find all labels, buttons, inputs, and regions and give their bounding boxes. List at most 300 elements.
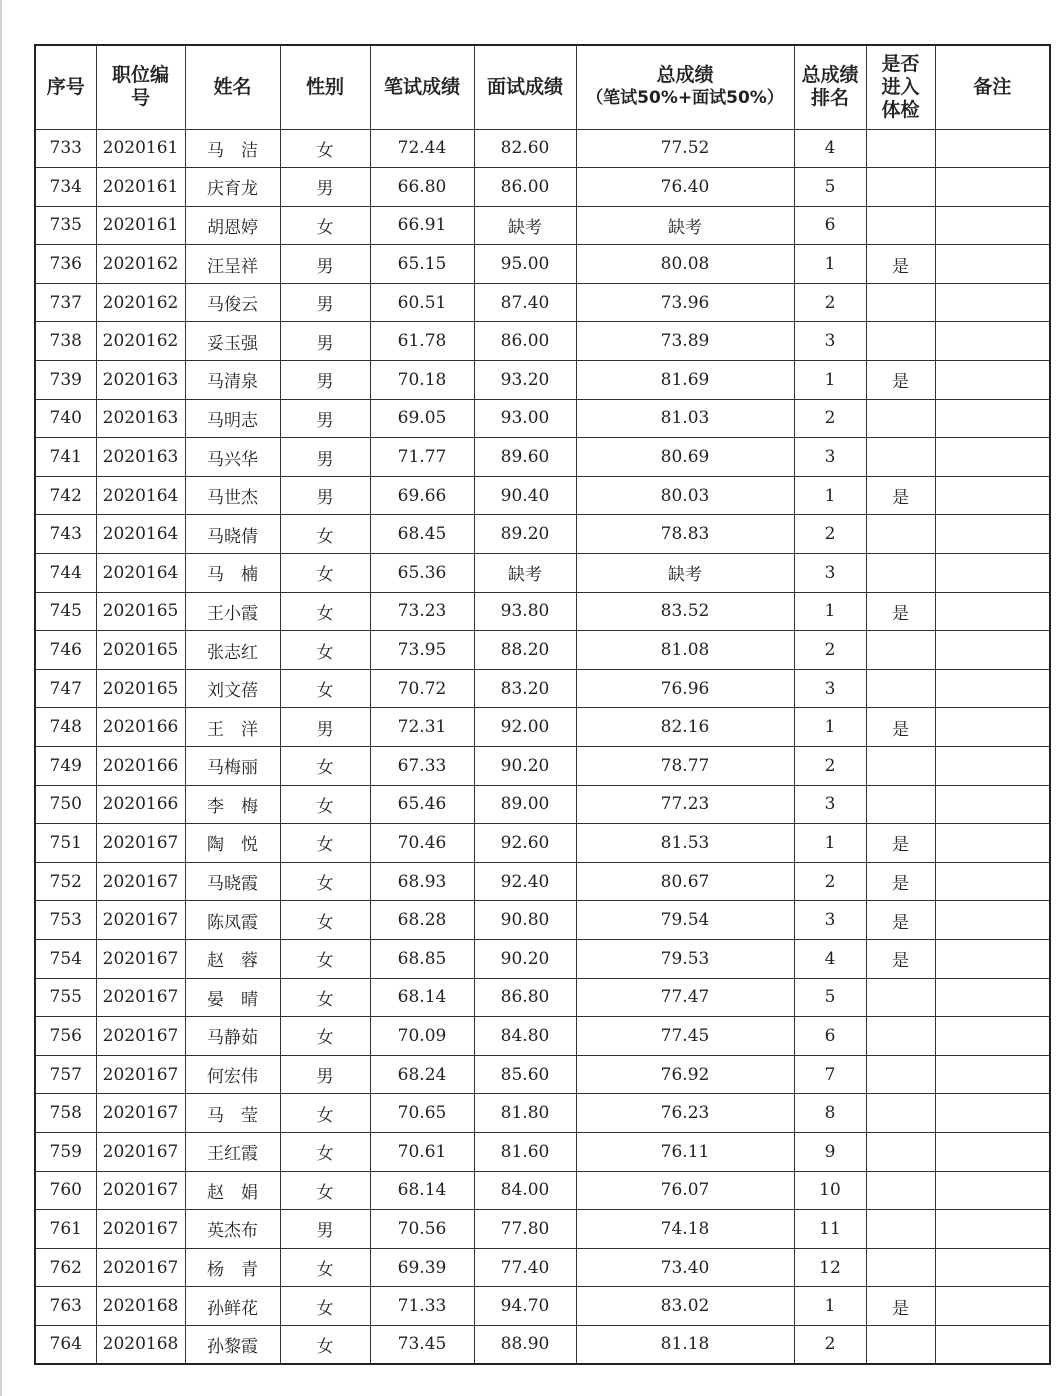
cell-physical-exam bbox=[866, 1055, 935, 1094]
cell-remark bbox=[935, 1132, 1050, 1171]
cell-total-score: 缺考 bbox=[576, 206, 794, 245]
cell-written-score: 69.66 bbox=[370, 476, 474, 515]
table-row bbox=[35, 129, 1050, 168]
cell-written-score: 66.91 bbox=[370, 206, 474, 245]
cell-post-code: 2020162 bbox=[96, 322, 185, 361]
cell-name: 陶 悦 bbox=[185, 824, 280, 863]
cell-remark bbox=[935, 862, 1050, 901]
cell-post-code: 2020162 bbox=[96, 283, 185, 322]
cell-total-score: 83.02 bbox=[576, 1287, 794, 1326]
cell-remark bbox=[935, 129, 1050, 168]
header-post-code: 职位编 号 bbox=[96, 45, 185, 129]
cell-remark bbox=[935, 1287, 1050, 1326]
cell-name: 王 洋 bbox=[185, 708, 280, 747]
cell-physical-exam bbox=[866, 1132, 935, 1171]
cell-written-score: 72.31 bbox=[370, 708, 474, 747]
cell-seq: 752 bbox=[35, 862, 96, 901]
cell-total-rank: 8 bbox=[794, 1094, 866, 1133]
table-row bbox=[35, 1132, 1050, 1171]
cell-interview-score: 81.60 bbox=[474, 1132, 576, 1171]
cell-total-rank: 2 bbox=[794, 862, 866, 901]
cell-total-rank: 1 bbox=[794, 592, 866, 631]
cell-seq: 736 bbox=[35, 245, 96, 284]
cell-remark bbox=[935, 824, 1050, 863]
cell-written-score: 65.15 bbox=[370, 245, 474, 284]
cell-remark bbox=[935, 206, 1050, 245]
cell-gender: 女 bbox=[280, 1171, 370, 1210]
cell-interview-score: 89.60 bbox=[474, 438, 576, 477]
cell-name: 马兴华 bbox=[185, 438, 280, 477]
cell-post-code: 2020161 bbox=[96, 206, 185, 245]
cell-physical-exam: 是 bbox=[866, 824, 935, 863]
table-row bbox=[35, 631, 1050, 670]
table-row bbox=[35, 1248, 1050, 1287]
cell-name: 何宏伟 bbox=[185, 1055, 280, 1094]
cell-seq: 761 bbox=[35, 1210, 96, 1249]
cell-written-score: 67.33 bbox=[370, 747, 474, 786]
cell-physical-exam: 是 bbox=[866, 476, 935, 515]
cell-remark bbox=[935, 747, 1050, 786]
table-row bbox=[35, 438, 1050, 477]
cell-interview-score: 90.20 bbox=[474, 939, 576, 978]
cell-gender: 女 bbox=[280, 824, 370, 863]
cell-written-score: 68.85 bbox=[370, 939, 474, 978]
header-gender: 性别 bbox=[280, 45, 370, 129]
table-row bbox=[35, 1055, 1050, 1094]
table-header bbox=[35, 45, 1050, 129]
cell-written-score: 65.36 bbox=[370, 554, 474, 593]
cell-seq: 739 bbox=[35, 361, 96, 400]
cell-total-rank: 2 bbox=[794, 515, 866, 554]
cell-post-code: 2020167 bbox=[96, 1132, 185, 1171]
cell-written-score: 72.44 bbox=[370, 129, 474, 168]
cell-seq: 757 bbox=[35, 1055, 96, 1094]
score-table bbox=[34, 44, 1051, 1365]
cell-name: 妥玉强 bbox=[185, 322, 280, 361]
cell-total-score: 80.67 bbox=[576, 862, 794, 901]
cell-total-rank: 5 bbox=[794, 978, 866, 1017]
cell-interview-score: 95.00 bbox=[474, 245, 576, 284]
cell-post-code: 2020167 bbox=[96, 1248, 185, 1287]
cell-seq: 753 bbox=[35, 901, 96, 940]
cell-seq: 763 bbox=[35, 1287, 96, 1326]
cell-seq: 743 bbox=[35, 515, 96, 554]
cell-written-score: 60.51 bbox=[370, 283, 474, 322]
cell-written-score: 73.95 bbox=[370, 631, 474, 670]
table-row bbox=[35, 669, 1050, 708]
cell-post-code: 2020165 bbox=[96, 592, 185, 631]
cell-total-score: 76.40 bbox=[576, 168, 794, 207]
cell-total-score: 77.47 bbox=[576, 978, 794, 1017]
cell-remark bbox=[935, 592, 1050, 631]
cell-remark bbox=[935, 939, 1050, 978]
cell-interview-score: 88.20 bbox=[474, 631, 576, 670]
table-row bbox=[35, 1325, 1050, 1364]
cell-gender: 女 bbox=[280, 785, 370, 824]
cell-physical-exam: 是 bbox=[866, 1287, 935, 1326]
cell-total-score: 77.23 bbox=[576, 785, 794, 824]
cell-written-score: 70.09 bbox=[370, 1017, 474, 1056]
cell-remark bbox=[935, 1055, 1050, 1094]
table-row bbox=[35, 747, 1050, 786]
cell-gender: 女 bbox=[280, 669, 370, 708]
cell-gender: 男 bbox=[280, 283, 370, 322]
cell-total-score: 81.18 bbox=[576, 1325, 794, 1364]
cell-written-score: 68.45 bbox=[370, 515, 474, 554]
cell-post-code: 2020161 bbox=[96, 168, 185, 207]
cell-name: 陈凤霞 bbox=[185, 901, 280, 940]
cell-physical-exam: 是 bbox=[866, 245, 935, 284]
cell-name: 马静茹 bbox=[185, 1017, 280, 1056]
cell-gender: 女 bbox=[280, 206, 370, 245]
cell-total-rank: 2 bbox=[794, 399, 866, 438]
cell-gender: 男 bbox=[280, 361, 370, 400]
cell-post-code: 2020167 bbox=[96, 862, 185, 901]
cell-total-rank: 6 bbox=[794, 1017, 866, 1056]
cell-seq: 740 bbox=[35, 399, 96, 438]
cell-physical-exam bbox=[866, 1325, 935, 1364]
cell-post-code: 2020165 bbox=[96, 631, 185, 670]
cell-gender: 女 bbox=[280, 862, 370, 901]
cell-physical-exam bbox=[866, 747, 935, 786]
table-row bbox=[35, 515, 1050, 554]
cell-post-code: 2020166 bbox=[96, 747, 185, 786]
cell-written-score: 70.65 bbox=[370, 1094, 474, 1133]
cell-seq: 750 bbox=[35, 785, 96, 824]
cell-gender: 女 bbox=[280, 554, 370, 593]
cell-gender: 男 bbox=[280, 322, 370, 361]
table-row bbox=[35, 554, 1050, 593]
cell-physical-exam bbox=[866, 669, 935, 708]
cell-name: 英杰布 bbox=[185, 1210, 280, 1249]
cell-physical-exam: 是 bbox=[866, 708, 935, 747]
cell-remark bbox=[935, 476, 1050, 515]
cell-seq: 759 bbox=[35, 1132, 96, 1171]
cell-seq: 742 bbox=[35, 476, 96, 515]
cell-remark bbox=[935, 1210, 1050, 1249]
cell-total-score: 73.89 bbox=[576, 322, 794, 361]
cell-total-rank: 3 bbox=[794, 669, 866, 708]
cell-gender: 男 bbox=[280, 168, 370, 207]
cell-seq: 754 bbox=[35, 939, 96, 978]
table-row bbox=[35, 361, 1050, 400]
cell-post-code: 2020161 bbox=[96, 129, 185, 168]
cell-interview-score: 92.60 bbox=[474, 824, 576, 863]
cell-total-rank: 2 bbox=[794, 631, 866, 670]
cell-total-rank: 7 bbox=[794, 1055, 866, 1094]
cell-total-score: 74.18 bbox=[576, 1210, 794, 1249]
cell-seq: 749 bbox=[35, 747, 96, 786]
header-total-rank: 总成绩 排名 bbox=[794, 45, 866, 129]
cell-name: 马晓霞 bbox=[185, 862, 280, 901]
cell-total-rank: 2 bbox=[794, 1325, 866, 1364]
cell-total-score: 73.96 bbox=[576, 283, 794, 322]
cell-name: 马世杰 bbox=[185, 476, 280, 515]
cell-gender: 女 bbox=[280, 1287, 370, 1326]
cell-post-code: 2020167 bbox=[96, 1210, 185, 1249]
cell-gender: 女 bbox=[280, 1248, 370, 1287]
cell-total-rank: 4 bbox=[794, 939, 866, 978]
cell-written-score: 61.78 bbox=[370, 322, 474, 361]
header-total-score: 总成绩 （笔试50%+面试50%） bbox=[576, 45, 794, 129]
cell-seq: 737 bbox=[35, 283, 96, 322]
table-row bbox=[35, 206, 1050, 245]
cell-total-score: 83.52 bbox=[576, 592, 794, 631]
cell-physical-exam bbox=[866, 515, 935, 554]
cell-post-code: 2020167 bbox=[96, 1055, 185, 1094]
cell-post-code: 2020168 bbox=[96, 1325, 185, 1364]
cell-gender: 女 bbox=[280, 939, 370, 978]
cell-post-code: 2020165 bbox=[96, 669, 185, 708]
cell-interview-score: 84.80 bbox=[474, 1017, 576, 1056]
cell-remark bbox=[935, 978, 1050, 1017]
cell-total-rank: 3 bbox=[794, 322, 866, 361]
cell-interview-score: 88.90 bbox=[474, 1325, 576, 1364]
table-row bbox=[35, 592, 1050, 631]
cell-physical-exam bbox=[866, 1171, 935, 1210]
cell-seq: 760 bbox=[35, 1171, 96, 1210]
cell-written-score: 70.61 bbox=[370, 1132, 474, 1171]
cell-gender: 女 bbox=[280, 978, 370, 1017]
cell-post-code: 2020162 bbox=[96, 245, 185, 284]
cell-written-score: 69.39 bbox=[370, 1248, 474, 1287]
cell-post-code: 2020163 bbox=[96, 438, 185, 477]
cell-interview-score: 81.80 bbox=[474, 1094, 576, 1133]
cell-total-rank: 10 bbox=[794, 1171, 866, 1210]
cell-seq: 734 bbox=[35, 168, 96, 207]
cell-name: 马晓倩 bbox=[185, 515, 280, 554]
header-interview-score: 面试成绩 bbox=[474, 45, 576, 129]
cell-name: 胡恩婷 bbox=[185, 206, 280, 245]
cell-remark bbox=[935, 554, 1050, 593]
cell-physical-exam bbox=[866, 399, 935, 438]
cell-seq: 762 bbox=[35, 1248, 96, 1287]
cell-name: 孙鲜花 bbox=[185, 1287, 280, 1326]
cell-interview-score: 77.40 bbox=[474, 1248, 576, 1287]
cell-seq: 741 bbox=[35, 438, 96, 477]
cell-interview-score: 94.70 bbox=[474, 1287, 576, 1326]
table-body bbox=[35, 129, 1050, 1364]
cell-physical-exam: 是 bbox=[866, 592, 935, 631]
cell-written-score: 70.56 bbox=[370, 1210, 474, 1249]
cell-total-rank: 3 bbox=[794, 901, 866, 940]
cell-total-rank: 3 bbox=[794, 785, 866, 824]
cell-remark bbox=[935, 1017, 1050, 1056]
cell-remark bbox=[935, 1094, 1050, 1133]
cell-physical-exam bbox=[866, 631, 935, 670]
cell-gender: 男 bbox=[280, 1055, 370, 1094]
cell-post-code: 2020166 bbox=[96, 708, 185, 747]
cell-post-code: 2020168 bbox=[96, 1287, 185, 1326]
table-row bbox=[35, 245, 1050, 284]
cell-interview-score: 89.20 bbox=[474, 515, 576, 554]
cell-total-score: 76.11 bbox=[576, 1132, 794, 1171]
cell-remark bbox=[935, 1171, 1050, 1210]
cell-name: 赵 娟 bbox=[185, 1171, 280, 1210]
cell-total-score: 80.08 bbox=[576, 245, 794, 284]
cell-interview-score: 86.80 bbox=[474, 978, 576, 1017]
cell-interview-score: 缺考 bbox=[474, 554, 576, 593]
header-remark: 备注 bbox=[935, 45, 1050, 129]
cell-written-score: 68.28 bbox=[370, 901, 474, 940]
cell-interview-score: 77.80 bbox=[474, 1210, 576, 1249]
cell-physical-exam: 是 bbox=[866, 361, 935, 400]
cell-interview-score: 92.40 bbox=[474, 862, 576, 901]
cell-physical-exam bbox=[866, 554, 935, 593]
cell-interview-score: 90.20 bbox=[474, 747, 576, 786]
cell-total-rank: 1 bbox=[794, 708, 866, 747]
cell-remark bbox=[935, 168, 1050, 207]
table-row bbox=[35, 785, 1050, 824]
header-physical-exam: 是否 进入 体检 bbox=[866, 45, 935, 129]
cell-remark bbox=[935, 245, 1050, 284]
cell-total-rank: 5 bbox=[794, 168, 866, 207]
cell-total-score: 77.45 bbox=[576, 1017, 794, 1056]
table-row bbox=[35, 939, 1050, 978]
table-row bbox=[35, 978, 1050, 1017]
cell-total-rank: 12 bbox=[794, 1248, 866, 1287]
cell-gender: 女 bbox=[280, 592, 370, 631]
cell-name: 刘文蓓 bbox=[185, 669, 280, 708]
cell-physical-exam bbox=[866, 1017, 935, 1056]
cell-interview-score: 90.40 bbox=[474, 476, 576, 515]
cell-physical-exam bbox=[866, 168, 935, 207]
cell-seq: 744 bbox=[35, 554, 96, 593]
cell-gender: 女 bbox=[280, 901, 370, 940]
cell-total-score: 76.96 bbox=[576, 669, 794, 708]
cell-seq: 751 bbox=[35, 824, 96, 863]
table-row bbox=[35, 708, 1050, 747]
cell-physical-exam bbox=[866, 978, 935, 1017]
cell-gender: 女 bbox=[280, 747, 370, 786]
cell-written-score: 65.46 bbox=[370, 785, 474, 824]
header-name: 姓名 bbox=[185, 45, 280, 129]
cell-seq: 756 bbox=[35, 1017, 96, 1056]
cell-post-code: 2020167 bbox=[96, 824, 185, 863]
cell-remark bbox=[935, 515, 1050, 554]
cell-post-code: 2020163 bbox=[96, 361, 185, 400]
cell-interview-score: 93.80 bbox=[474, 592, 576, 631]
cell-remark bbox=[935, 785, 1050, 824]
cell-total-rank: 1 bbox=[794, 245, 866, 284]
cell-remark bbox=[935, 322, 1050, 361]
cell-gender: 女 bbox=[280, 631, 370, 670]
cell-total-score: 76.92 bbox=[576, 1055, 794, 1094]
cell-gender: 女 bbox=[280, 1094, 370, 1133]
cell-written-score: 71.77 bbox=[370, 438, 474, 477]
table-row bbox=[35, 1287, 1050, 1326]
cell-seq: 745 bbox=[35, 592, 96, 631]
cell-gender: 女 bbox=[280, 1325, 370, 1364]
cell-interview-score: 93.00 bbox=[474, 399, 576, 438]
cell-written-score: 68.93 bbox=[370, 862, 474, 901]
cell-total-rank: 2 bbox=[794, 283, 866, 322]
cell-seq: 747 bbox=[35, 669, 96, 708]
cell-name: 马俊云 bbox=[185, 283, 280, 322]
cell-physical-exam bbox=[866, 1210, 935, 1249]
cell-interview-score: 83.20 bbox=[474, 669, 576, 708]
cell-total-score: 81.08 bbox=[576, 631, 794, 670]
cell-seq: 746 bbox=[35, 631, 96, 670]
cell-total-rank: 3 bbox=[794, 554, 866, 593]
header-seq: 序号 bbox=[35, 45, 96, 129]
cell-physical-exam bbox=[866, 438, 935, 477]
cell-name: 马梅丽 bbox=[185, 747, 280, 786]
cell-physical-exam bbox=[866, 129, 935, 168]
cell-interview-score: 86.00 bbox=[474, 322, 576, 361]
cell-total-score: 76.23 bbox=[576, 1094, 794, 1133]
cell-gender: 男 bbox=[280, 1210, 370, 1249]
cell-total-rank: 2 bbox=[794, 747, 866, 786]
cell-post-code: 2020164 bbox=[96, 476, 185, 515]
cell-name: 汪呈祥 bbox=[185, 245, 280, 284]
cell-total-score: 78.77 bbox=[576, 747, 794, 786]
cell-written-score: 68.14 bbox=[370, 1171, 474, 1210]
cell-interview-score: 90.80 bbox=[474, 901, 576, 940]
cell-gender: 男 bbox=[280, 438, 370, 477]
cell-seq: 758 bbox=[35, 1094, 96, 1133]
cell-remark bbox=[935, 283, 1050, 322]
cell-total-score: 73.40 bbox=[576, 1248, 794, 1287]
table-row bbox=[35, 168, 1050, 207]
cell-name: 孙黎霞 bbox=[185, 1325, 280, 1364]
cell-written-score: 71.33 bbox=[370, 1287, 474, 1326]
cell-physical-exam bbox=[866, 206, 935, 245]
cell-seq: 735 bbox=[35, 206, 96, 245]
cell-post-code: 2020164 bbox=[96, 554, 185, 593]
cell-written-score: 70.46 bbox=[370, 824, 474, 863]
cell-total-score: 79.53 bbox=[576, 939, 794, 978]
cell-post-code: 2020167 bbox=[96, 939, 185, 978]
cell-physical-exam bbox=[866, 322, 935, 361]
cell-name: 杨 青 bbox=[185, 1248, 280, 1287]
cell-total-rank: 1 bbox=[794, 1287, 866, 1326]
cell-total-score: 76.07 bbox=[576, 1171, 794, 1210]
table-row bbox=[35, 399, 1050, 438]
cell-total-rank: 11 bbox=[794, 1210, 866, 1249]
table-row bbox=[35, 476, 1050, 515]
table-row bbox=[35, 1210, 1050, 1249]
table-row bbox=[35, 1171, 1050, 1210]
header-row bbox=[35, 45, 1050, 129]
cell-total-rank: 1 bbox=[794, 361, 866, 400]
cell-seq: 733 bbox=[35, 129, 96, 168]
cell-interview-score: 86.00 bbox=[474, 168, 576, 207]
table-row bbox=[35, 901, 1050, 940]
cell-interview-score: 85.60 bbox=[474, 1055, 576, 1094]
table-row bbox=[35, 862, 1050, 901]
table-row bbox=[35, 824, 1050, 863]
header-written-score: 笔试成绩 bbox=[370, 45, 474, 129]
cell-post-code: 2020167 bbox=[96, 1017, 185, 1056]
cell-post-code: 2020167 bbox=[96, 978, 185, 1017]
cell-post-code: 2020163 bbox=[96, 399, 185, 438]
cell-name: 张志红 bbox=[185, 631, 280, 670]
cell-name: 王红霞 bbox=[185, 1132, 280, 1171]
cell-remark bbox=[935, 361, 1050, 400]
cell-total-score: 77.52 bbox=[576, 129, 794, 168]
cell-name: 马 莹 bbox=[185, 1094, 280, 1133]
cell-gender: 女 bbox=[280, 1132, 370, 1171]
table-row bbox=[35, 1094, 1050, 1133]
cell-gender: 男 bbox=[280, 476, 370, 515]
cell-written-score: 70.72 bbox=[370, 669, 474, 708]
cell-remark bbox=[935, 901, 1050, 940]
cell-total-score: 80.69 bbox=[576, 438, 794, 477]
cell-total-score: 80.03 bbox=[576, 476, 794, 515]
cell-gender: 男 bbox=[280, 708, 370, 747]
cell-gender: 女 bbox=[280, 129, 370, 168]
